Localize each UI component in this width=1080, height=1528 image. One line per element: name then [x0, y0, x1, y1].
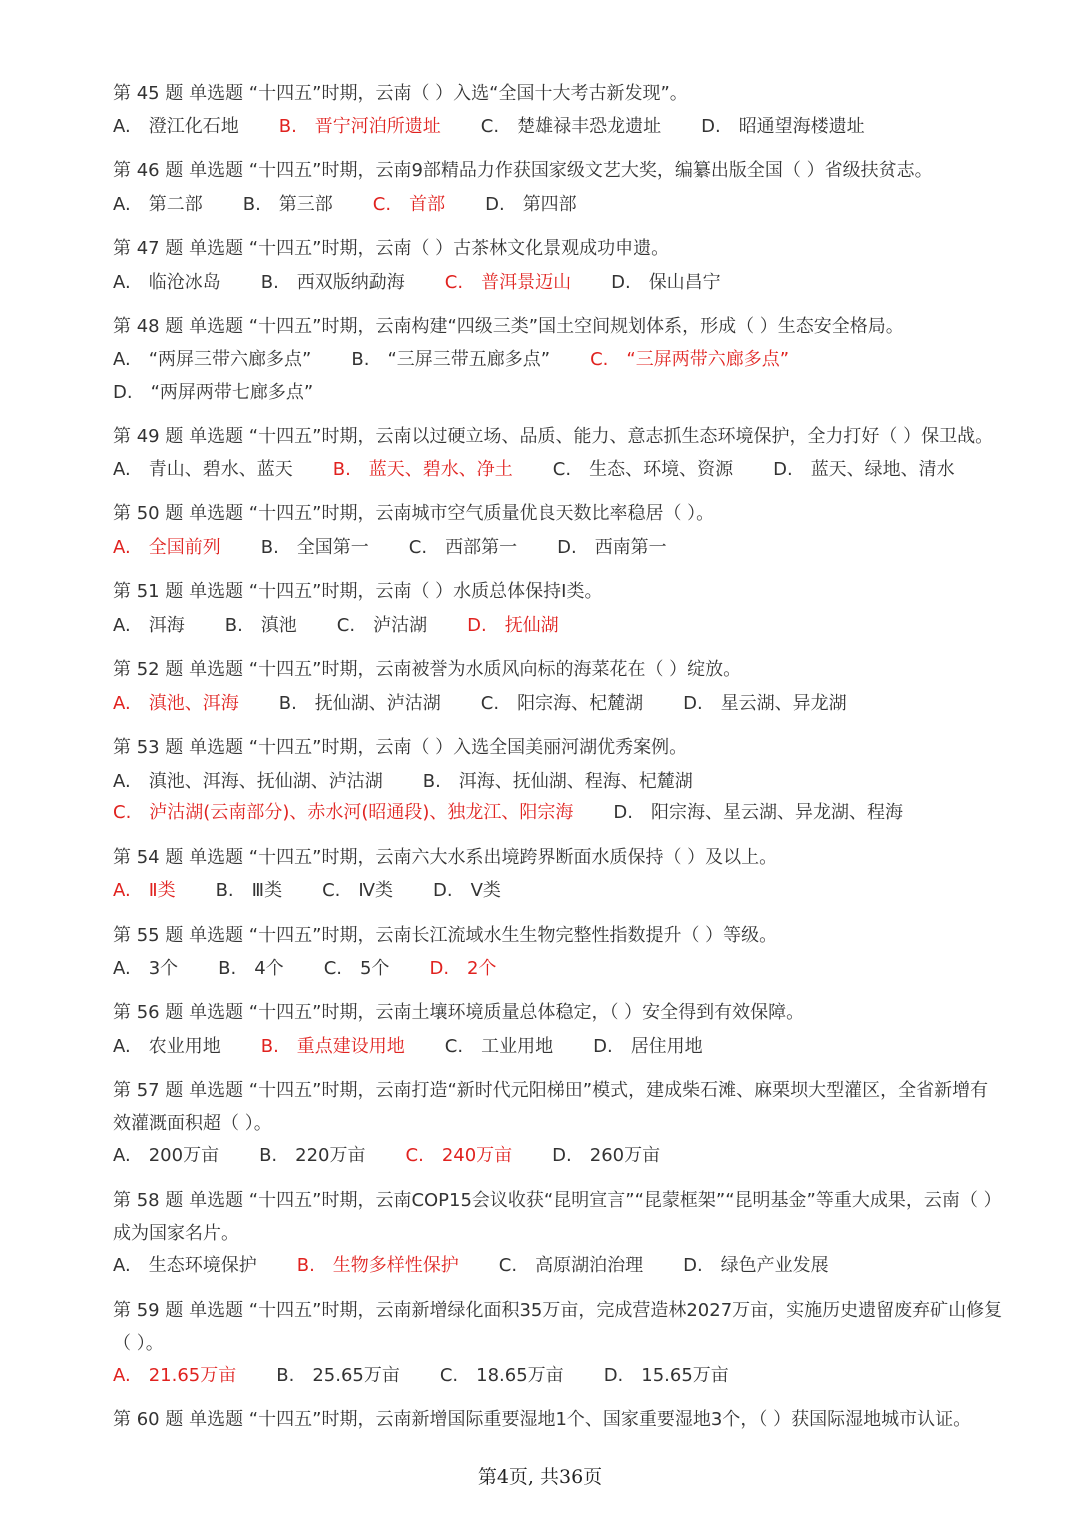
- option-text: 第二部: [148, 194, 203, 215]
- question-48-stem: 第 48 题 单选题 “十四五”时期，云南构建“四级三类”国土空间规划体系，形成（ ）生态安全格局。: [113, 316, 904, 337]
- option-text: 第四部: [522, 194, 577, 215]
- option-text: Ⅲ类: [251, 880, 283, 901]
- option-b: [423, 766, 693, 798]
- option-letter: C.: [408, 537, 428, 558]
- question-50-options: [113, 532, 1013, 564]
- option-letter: D.: [557, 537, 577, 558]
- option-c: [324, 953, 390, 985]
- option-text: Ⅴ类: [470, 880, 501, 901]
- option-c: [409, 532, 517, 564]
- option-letter: A.: [113, 693, 131, 714]
- option-a: [113, 1140, 219, 1172]
- option-text: 临沧冰岛: [148, 272, 221, 293]
- option-letter: C.: [590, 349, 609, 370]
- question-52-options: [113, 688, 1013, 720]
- option-b: [351, 344, 550, 376]
- option-letter: C.: [552, 459, 572, 480]
- question-45-stem: 第 45 题 单选题 “十四五”时期，云南（ ）入选“全国十大考古新发现”。: [113, 83, 688, 104]
- option-text: 抚仙湖、泸沽湖: [314, 693, 441, 714]
- option-letter: B.: [260, 272, 279, 293]
- option-letter: B.: [296, 1255, 315, 1276]
- option-text: 农业用地: [148, 1036, 221, 1057]
- option-text: 18.65万亩: [476, 1365, 564, 1386]
- option-letter: B.: [224, 615, 243, 636]
- option-letter: B.: [351, 349, 370, 370]
- option-letter: A.: [113, 615, 131, 636]
- option-text: “三屏三带五廊多点”: [387, 349, 551, 370]
- option-text: 西双版纳勐海: [296, 272, 405, 293]
- option-letter: A.: [113, 349, 131, 370]
- option-text: 21.65万亩: [148, 1365, 237, 1386]
- option-letter: B.: [259, 1145, 278, 1166]
- option-text: “两屏两带七廊多点”: [150, 382, 314, 403]
- question-45-options: [113, 111, 1013, 143]
- option-text: 工业用地: [481, 1036, 554, 1057]
- option-letter: B.: [242, 194, 261, 215]
- option-letter: D.: [485, 194, 505, 215]
- option-letter: C.: [444, 272, 464, 293]
- option-text: 15.65万亩: [641, 1365, 729, 1386]
- option-text: 重点建设用地: [296, 1036, 405, 1057]
- option-text: 滇池: [260, 615, 297, 636]
- option-text: “三屏两带六廊多点”: [626, 349, 790, 370]
- option-text: 5个: [360, 958, 390, 979]
- option-text: 生物多样性保护: [332, 1255, 459, 1276]
- option-letter: C.: [498, 1255, 518, 1276]
- option-a: [113, 766, 383, 798]
- option-letter: C.: [480, 116, 500, 137]
- option-d: [613, 797, 903, 829]
- option-letter: D.: [683, 1255, 703, 1276]
- question-55-stem: 第 55 题 单选题 “十四五”时期，云南长江流域水生生物完整性指数提升（ ）等级。: [113, 925, 778, 946]
- option-letter: A.: [113, 272, 131, 293]
- option-letter: C.: [322, 880, 341, 901]
- question-55-options: [113, 953, 1013, 985]
- option-letter: A.: [113, 1036, 131, 1057]
- option-text: 4个: [254, 958, 284, 979]
- option-text: Ⅳ类: [358, 880, 393, 901]
- page-number: 第4页, 共36页: [477, 1466, 603, 1488]
- option-text: 抚仙湖: [504, 615, 559, 636]
- option-text: 蓝天、碧水、净土: [368, 459, 513, 480]
- option-c: [499, 1250, 643, 1282]
- option-text: 西部第一: [445, 537, 518, 558]
- option-b: [333, 454, 513, 486]
- option-letter: A.: [113, 116, 131, 137]
- option-d: [683, 688, 847, 720]
- option-b: [243, 189, 333, 221]
- option-letter: B.: [332, 459, 351, 480]
- question-53-options: [113, 766, 1013, 798]
- option-text: 高原湖泊治理: [535, 1255, 644, 1276]
- option-letter: A.: [113, 1255, 131, 1276]
- option-a: [113, 1360, 236, 1392]
- option-text: 泸沽湖: [373, 615, 428, 636]
- option-text: 滇池、洱海、抚仙湖、泸沽湖: [148, 771, 383, 792]
- option-c: [590, 344, 789, 376]
- option-letter: C.: [405, 1145, 424, 1166]
- option-text: 阳宗海、星云湖、异龙湖、程海: [650, 802, 903, 823]
- option-a: [113, 454, 293, 486]
- option-a: [113, 111, 239, 143]
- option-b: [261, 532, 369, 564]
- option-text: 3个: [148, 958, 179, 979]
- option-text: 全国第一: [296, 537, 369, 558]
- option-b: [297, 1250, 459, 1282]
- option-a: [113, 610, 185, 642]
- option-text: 洱海、抚仙湖、程海、杞麓湖: [458, 771, 693, 792]
- option-text: 晋宁河泊所遗址: [314, 116, 441, 137]
- option-letter: B.: [276, 1365, 295, 1386]
- question-57-stem: 第 57 题 单选题 “十四五”时期，云南打造“新时代元阳梯田”模式，建成柴石滩、麻栗坝大型灌区，全省新增有效灌溉面积超（ ）。: [113, 1080, 989, 1134]
- option-b: [216, 875, 283, 907]
- option-text: 保山昌宁: [648, 272, 721, 293]
- option-d: [113, 377, 313, 409]
- option-letter: B.: [215, 880, 234, 901]
- option-letter: D.: [593, 1036, 613, 1057]
- option-b: [279, 688, 441, 720]
- option-c: [440, 1360, 564, 1392]
- option-a: [113, 953, 178, 985]
- option-c: [406, 1140, 513, 1172]
- question-54-options: [113, 875, 1013, 907]
- option-text: 200万亩: [148, 1145, 220, 1166]
- option-text: 生态、环境、资源: [589, 459, 734, 480]
- option-letter: C.: [439, 1365, 459, 1386]
- option-text: 第三部: [278, 194, 333, 215]
- option-letter: D.: [113, 382, 133, 403]
- option-a: [113, 1250, 257, 1282]
- question-53-stem: 第 53 题 单选题 “十四五”时期，云南（ ）入选全国美丽河湖优秀案例。: [113, 737, 688, 758]
- option-letter: B.: [422, 771, 441, 792]
- option-letter: D.: [467, 615, 487, 636]
- option-a: [113, 267, 221, 299]
- option-letter: A.: [113, 459, 131, 480]
- option-letter: B.: [278, 693, 297, 714]
- question-56-stem: 第 56 题 单选题 “十四五”时期，云南土壤环境质量总体稳定，（ ）安全得到有效保障。: [113, 1002, 805, 1023]
- option-d: [552, 1140, 660, 1172]
- question-57-options: [113, 1140, 1013, 1172]
- question-60-stem: 第 60 题 单选题 “十四五”时期，云南新增国际重要湿地1个、国家重要湿地3个，（ ）获国际湿地城市认证。: [113, 1409, 972, 1430]
- option-letter: C.: [480, 693, 500, 714]
- question-50-stem: 第 50 题 单选题 “十四五”时期，云南城市空气质量优良天数比率稳居（ ）。: [113, 503, 715, 524]
- option-letter: B.: [260, 1036, 279, 1057]
- question-58-stem: 第 58 题 单选题 “十四五”时期，云南COP15会议收获“昆明宣言”“昆蒙框架”“昆明基金”等重大成果，云南（ ）成为国家名片。: [113, 1190, 1002, 1244]
- option-text: 西南第一: [594, 537, 667, 558]
- option-b: [261, 267, 405, 299]
- option-d: [485, 189, 577, 221]
- option-text: 260万亩: [589, 1145, 661, 1166]
- option-letter: D.: [683, 693, 703, 714]
- option-c: [373, 189, 445, 221]
- option-letter: C.: [444, 1036, 464, 1057]
- option-text: 青山、碧水、蓝天: [148, 459, 293, 480]
- option-letter: A.: [113, 537, 131, 558]
- option-letter: C.: [336, 615, 356, 636]
- option-b: [225, 610, 297, 642]
- option-letter: D.: [773, 459, 793, 480]
- option-text: 220万亩: [295, 1145, 366, 1166]
- option-c: [445, 267, 571, 299]
- option-a: [113, 688, 239, 720]
- option-letter: B.: [218, 958, 237, 979]
- option-text: 蓝天、绿地、清水: [810, 459, 955, 480]
- question-52-stem: 第 52 题 单选题 “十四五”时期，云南被誉为水质风向标的海菜花在（ ）绽放。: [113, 659, 742, 680]
- option-letter: A.: [113, 880, 131, 901]
- option-b: [259, 1140, 365, 1172]
- option-text: 洱海: [148, 615, 185, 636]
- option-c: [553, 454, 733, 486]
- option-text: 楚雄禄丰恐龙遗址: [517, 116, 662, 137]
- option-letter: D.: [552, 1145, 572, 1166]
- question-46-stem: 第 46 题 单选题 “十四五”时期，云南9部精品力作获国家级文艺大奖，编纂出版全国（ ）省级扶贫志。: [113, 160, 933, 181]
- option-text: 泸沽湖(云南部分)、赤水河(昭通段)、独龙江、阳宗海: [149, 802, 574, 823]
- question-47-options: [113, 267, 1013, 299]
- option-d: [773, 454, 955, 486]
- option-letter: B.: [278, 116, 297, 137]
- question-48-options: [113, 344, 1013, 376]
- option-text: 居住用地: [630, 1036, 703, 1057]
- option-letter: D.: [613, 802, 633, 823]
- option-text: 普洱景迈山: [481, 272, 572, 293]
- option-c: [113, 797, 573, 829]
- question-47-stem: 第 47 题 单选题 “十四五”时期，云南（ ）古茶林文化景观成功申遗。: [113, 238, 670, 259]
- option-text: 25.65万亩: [312, 1365, 400, 1386]
- option-letter: C.: [113, 802, 132, 823]
- option-text: 阳宗海、杞麓湖: [517, 693, 644, 714]
- option-c: [337, 610, 427, 642]
- option-letter: A.: [113, 194, 131, 215]
- option-b: [279, 111, 441, 143]
- question-59-stem: 第 59 题 单选题 “十四五”时期，云南新增绿化面积35万亩，完成营造林2027万亩，实施历史遗留废弃矿山修复（ ）。: [113, 1300, 1003, 1354]
- option-c: [322, 875, 393, 907]
- option-a: [113, 875, 176, 907]
- option-text: 昭通望海楼遗址: [738, 116, 865, 137]
- option-text: 星云湖、异龙湖: [720, 693, 847, 714]
- question-46-options: [113, 189, 1013, 221]
- option-text: 全国前列: [148, 537, 221, 558]
- question-49-options: [113, 454, 1013, 486]
- option-d: [557, 532, 667, 564]
- question-51-options: [113, 610, 1013, 642]
- option-text: 生态环境保护: [148, 1255, 257, 1276]
- question-51-stem: 第 51 题 单选题 “十四五”时期，云南（ ）水质总体保持Ⅰ类。: [113, 581, 603, 602]
- option-text: 2个: [467, 958, 497, 979]
- option-d: [467, 610, 559, 642]
- option-text: 滇池、洱海: [148, 693, 239, 714]
- option-d: [683, 1250, 829, 1282]
- option-a: [113, 344, 311, 376]
- option-c: [481, 688, 643, 720]
- option-c: [481, 111, 661, 143]
- option-text: “两屏三带六廊多点”: [148, 349, 312, 370]
- option-text: 绿色产业发展: [720, 1255, 829, 1276]
- option-text: 240万亩: [441, 1145, 513, 1166]
- option-b: [218, 953, 284, 985]
- question-59-options: [113, 1360, 1013, 1392]
- option-text: Ⅱ类: [148, 880, 176, 901]
- option-b: [276, 1360, 400, 1392]
- question-53-options-line2: [113, 797, 1013, 829]
- option-letter: D.: [603, 1365, 624, 1386]
- option-a: [113, 1031, 221, 1063]
- option-letter: D.: [611, 272, 631, 293]
- question-54-stem: 第 54 题 单选题 “十四五”时期，云南六大水系出境跨界断面水质保持（ ）及以上。: [113, 847, 778, 868]
- option-letter: D.: [433, 880, 453, 901]
- option-a: [113, 532, 221, 564]
- option-a: [113, 189, 203, 221]
- option-d: [433, 875, 501, 907]
- option-letter: A.: [113, 958, 131, 979]
- option-letter: A.: [113, 771, 131, 792]
- option-letter: A.: [113, 1145, 131, 1166]
- question-49-stem: 第 49 题 单选题 “十四五”时期，云南以过硬立场、品质、能力、意志抓生态环境保护，全力打好（ ）保卫战。: [113, 426, 994, 447]
- option-d: [611, 267, 721, 299]
- option-text: 首部: [409, 194, 446, 215]
- question-48-options-line2: [113, 377, 1013, 409]
- option-letter: D.: [429, 958, 450, 979]
- option-c: [445, 1031, 553, 1063]
- option-letter: B.: [260, 537, 279, 558]
- option-d: [429, 953, 496, 985]
- option-b: [261, 1031, 405, 1063]
- option-letter: A.: [113, 1365, 131, 1386]
- option-letter: C.: [323, 958, 342, 979]
- option-text: 澄江化石地: [148, 116, 239, 137]
- question-58-options: [113, 1250, 1013, 1282]
- option-d: [593, 1031, 703, 1063]
- option-d: [604, 1360, 729, 1392]
- option-letter: D.: [701, 116, 721, 137]
- option-letter: C.: [372, 194, 392, 215]
- option-d: [701, 111, 865, 143]
- question-56-options: [113, 1031, 1013, 1063]
